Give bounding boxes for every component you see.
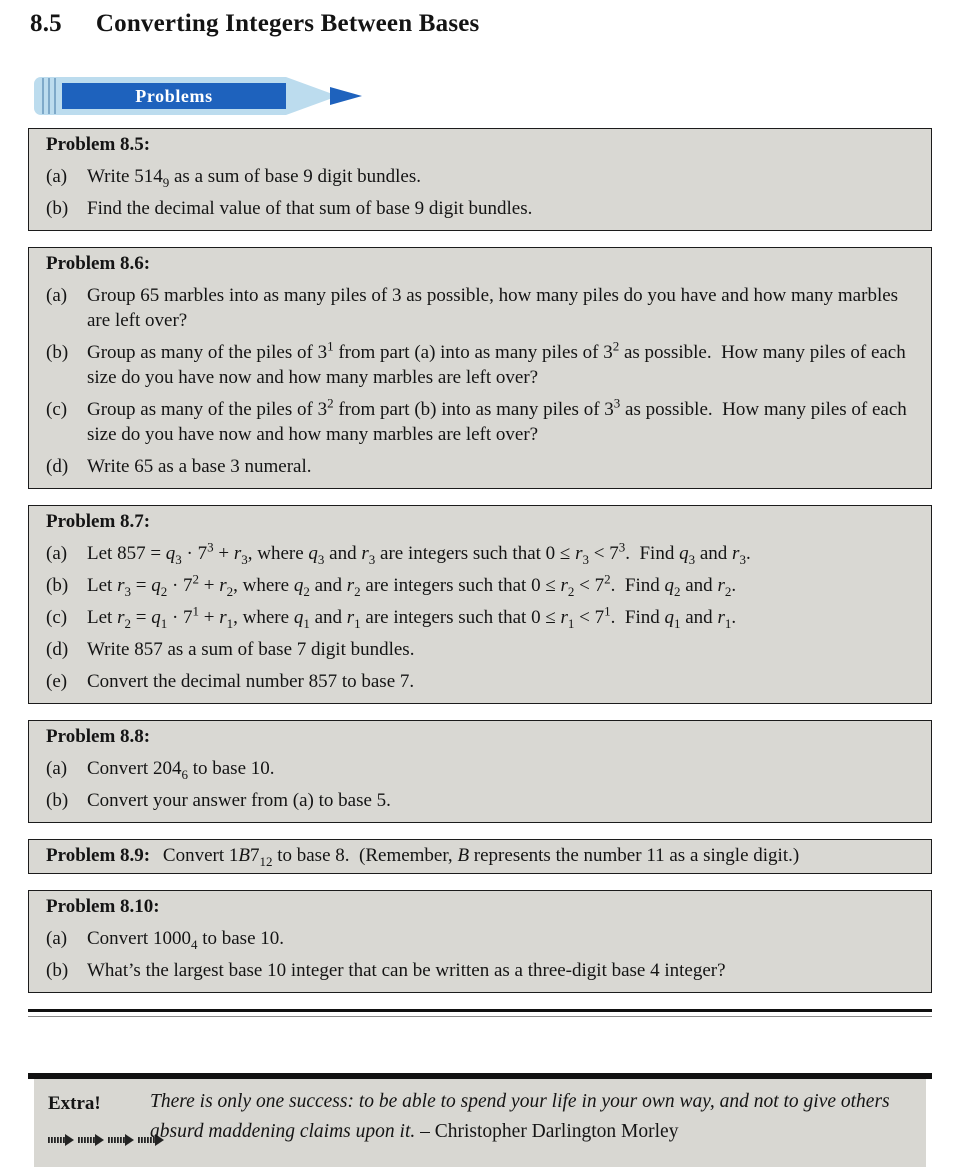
- quote-attribution: – Christopher Darlington Morley: [420, 1121, 679, 1142]
- quote-text: There is only one success: to be able to spend your life in your own way, and not to give others absurd maddening claims upon it.: [150, 1091, 890, 1142]
- part-text: Let $r_3 = q_2 \cdot 7^2 + r_2$, where $q_2$ and $r_2$ are integers such that $0 \le r_2 < 7^2$. Find $q_2$ and $r_2$.: [87, 571, 737, 599]
- extra-gutter: [48, 1087, 150, 1157]
- extra-label: Extra!: [48, 1093, 101, 1114]
- part-label: (e): [46, 671, 68, 692]
- problem-box-8-8: [28, 720, 932, 823]
- problem-part: [46, 573, 921, 598]
- divider-thick-line: [28, 1009, 932, 1012]
- part-text: Let $857 = q_3 \cdot 7^3 + r_3$, where $q_3$ and $r_3$ are integers such that $0 \le r_3 < 7^3$. Find $q_3$ and $r_3$.: [87, 539, 751, 567]
- problem-part: [46, 541, 921, 566]
- problem-part: [46, 958, 921, 983]
- problem-inline-text: Convert $1B7_{12}$ to base 8. (Remember, B represents the number 11 as a single digit.): [162, 845, 800, 869]
- problem-part: [46, 756, 921, 781]
- part-text: Group 65 marbles into as many piles of 3 as possible, how many piles do you have and how many marbles are left over?: [87, 285, 899, 331]
- part-text: Write $514_9$ as a sum of base 9 digit bundles.: [87, 166, 421, 190]
- part-text: Group as many of the piles of $3^2$ from part (b) into as many piles of $3^3$ as possible. How many piles of each size do you have now and how many marbles are left over?: [87, 395, 907, 445]
- extra-quote-text: [150, 1087, 914, 1157]
- problem-box-8-10: [28, 890, 932, 993]
- part-text: Convert the decimal number 857 to base 7.: [87, 671, 415, 692]
- section-number: 8.5: [30, 10, 62, 37]
- problems-banner-label: Problems: [135, 85, 213, 106]
- problem-title: Problem 8.9:: [46, 845, 151, 866]
- problem-part: [46, 926, 921, 951]
- problem-part: [46, 605, 921, 630]
- problem-box-8-7: [28, 505, 932, 704]
- part-label: (a): [46, 928, 68, 949]
- pencil-eraser-icon: [42, 78, 60, 114]
- part-label: (b): [46, 790, 69, 811]
- problem-title: Problem 8.6:: [46, 253, 151, 274]
- part-label: (a): [46, 543, 68, 564]
- problem-part: [46, 340, 921, 390]
- part-text: Group as many of the piles of $3^1$ from part (a) into as many piles of $3^2$ as possible. How many piles of each size do you have now and how many marbles are left over?: [87, 338, 906, 388]
- problem-part: [46, 669, 921, 694]
- section-title-text: Converting Integers Between Bases: [95, 10, 480, 37]
- part-label: (c): [46, 607, 68, 628]
- problem-part: [46, 637, 921, 662]
- extra-inner: [34, 1079, 926, 1167]
- part-text: Convert $1000_4$ to base 10.: [87, 928, 285, 952]
- problem-part: [46, 196, 921, 221]
- section-title: [30, 10, 932, 38]
- part-text: Write 857 as a sum of base 7 digit bundles.: [87, 639, 415, 660]
- part-label: (a): [46, 166, 68, 187]
- part-label: (a): [46, 285, 68, 306]
- part-label: (a): [46, 758, 68, 779]
- section-divider-rule: [28, 1009, 932, 1017]
- part-label: (c): [46, 399, 68, 420]
- part-label: (d): [46, 639, 69, 660]
- problem-title: Problem 8.7:: [46, 511, 151, 532]
- extra-quote-box: [28, 1073, 932, 1167]
- problems-banner-band: [62, 83, 286, 109]
- pencil-point-icon: [330, 87, 362, 105]
- problem-box-8-5: [28, 128, 932, 231]
- divider-thin-line: [28, 1016, 932, 1017]
- part-label: (b): [46, 198, 69, 219]
- forward-arrows-icon: [48, 1127, 150, 1157]
- problem-part: [46, 397, 921, 447]
- problem-title: Problem 8.10:: [46, 896, 160, 917]
- part-text: Convert your answer from (a) to base 5.: [87, 790, 391, 811]
- part-text: Let $r_2 = q_1 \cdot 7^1 + r_1$, where $q_1$ and $r_1$ are integers such that $0 \le r_1 < 7^1$. Find $q_1$ and $r_1$.: [87, 603, 737, 631]
- part-label: (b): [46, 342, 69, 363]
- part-label: (b): [46, 960, 69, 981]
- problem-title: Problem 8.8:: [46, 726, 151, 747]
- part-label: (d): [46, 456, 69, 477]
- part-text: Convert $204_6$ to base 10.: [87, 758, 275, 782]
- part-label: (b): [46, 575, 69, 596]
- part-text: Find the decimal value of that sum of base 9 digit bundles.: [87, 198, 533, 219]
- problem-part: [46, 164, 921, 189]
- problem-title: Problem 8.5:: [46, 134, 151, 155]
- problems-pencil-banner: [34, 74, 364, 118]
- part-text: Write 65 as a base 3 numeral.: [87, 456, 312, 477]
- problem-box-8-9: [28, 839, 932, 874]
- part-text: What’s the largest base 10 integer that can be written as a three-digit base 4 integer?: [87, 960, 726, 981]
- problem-part: [46, 283, 921, 333]
- problem-part: [46, 788, 921, 813]
- problem-box-8-6: [28, 247, 932, 489]
- problem-part: [46, 454, 921, 479]
